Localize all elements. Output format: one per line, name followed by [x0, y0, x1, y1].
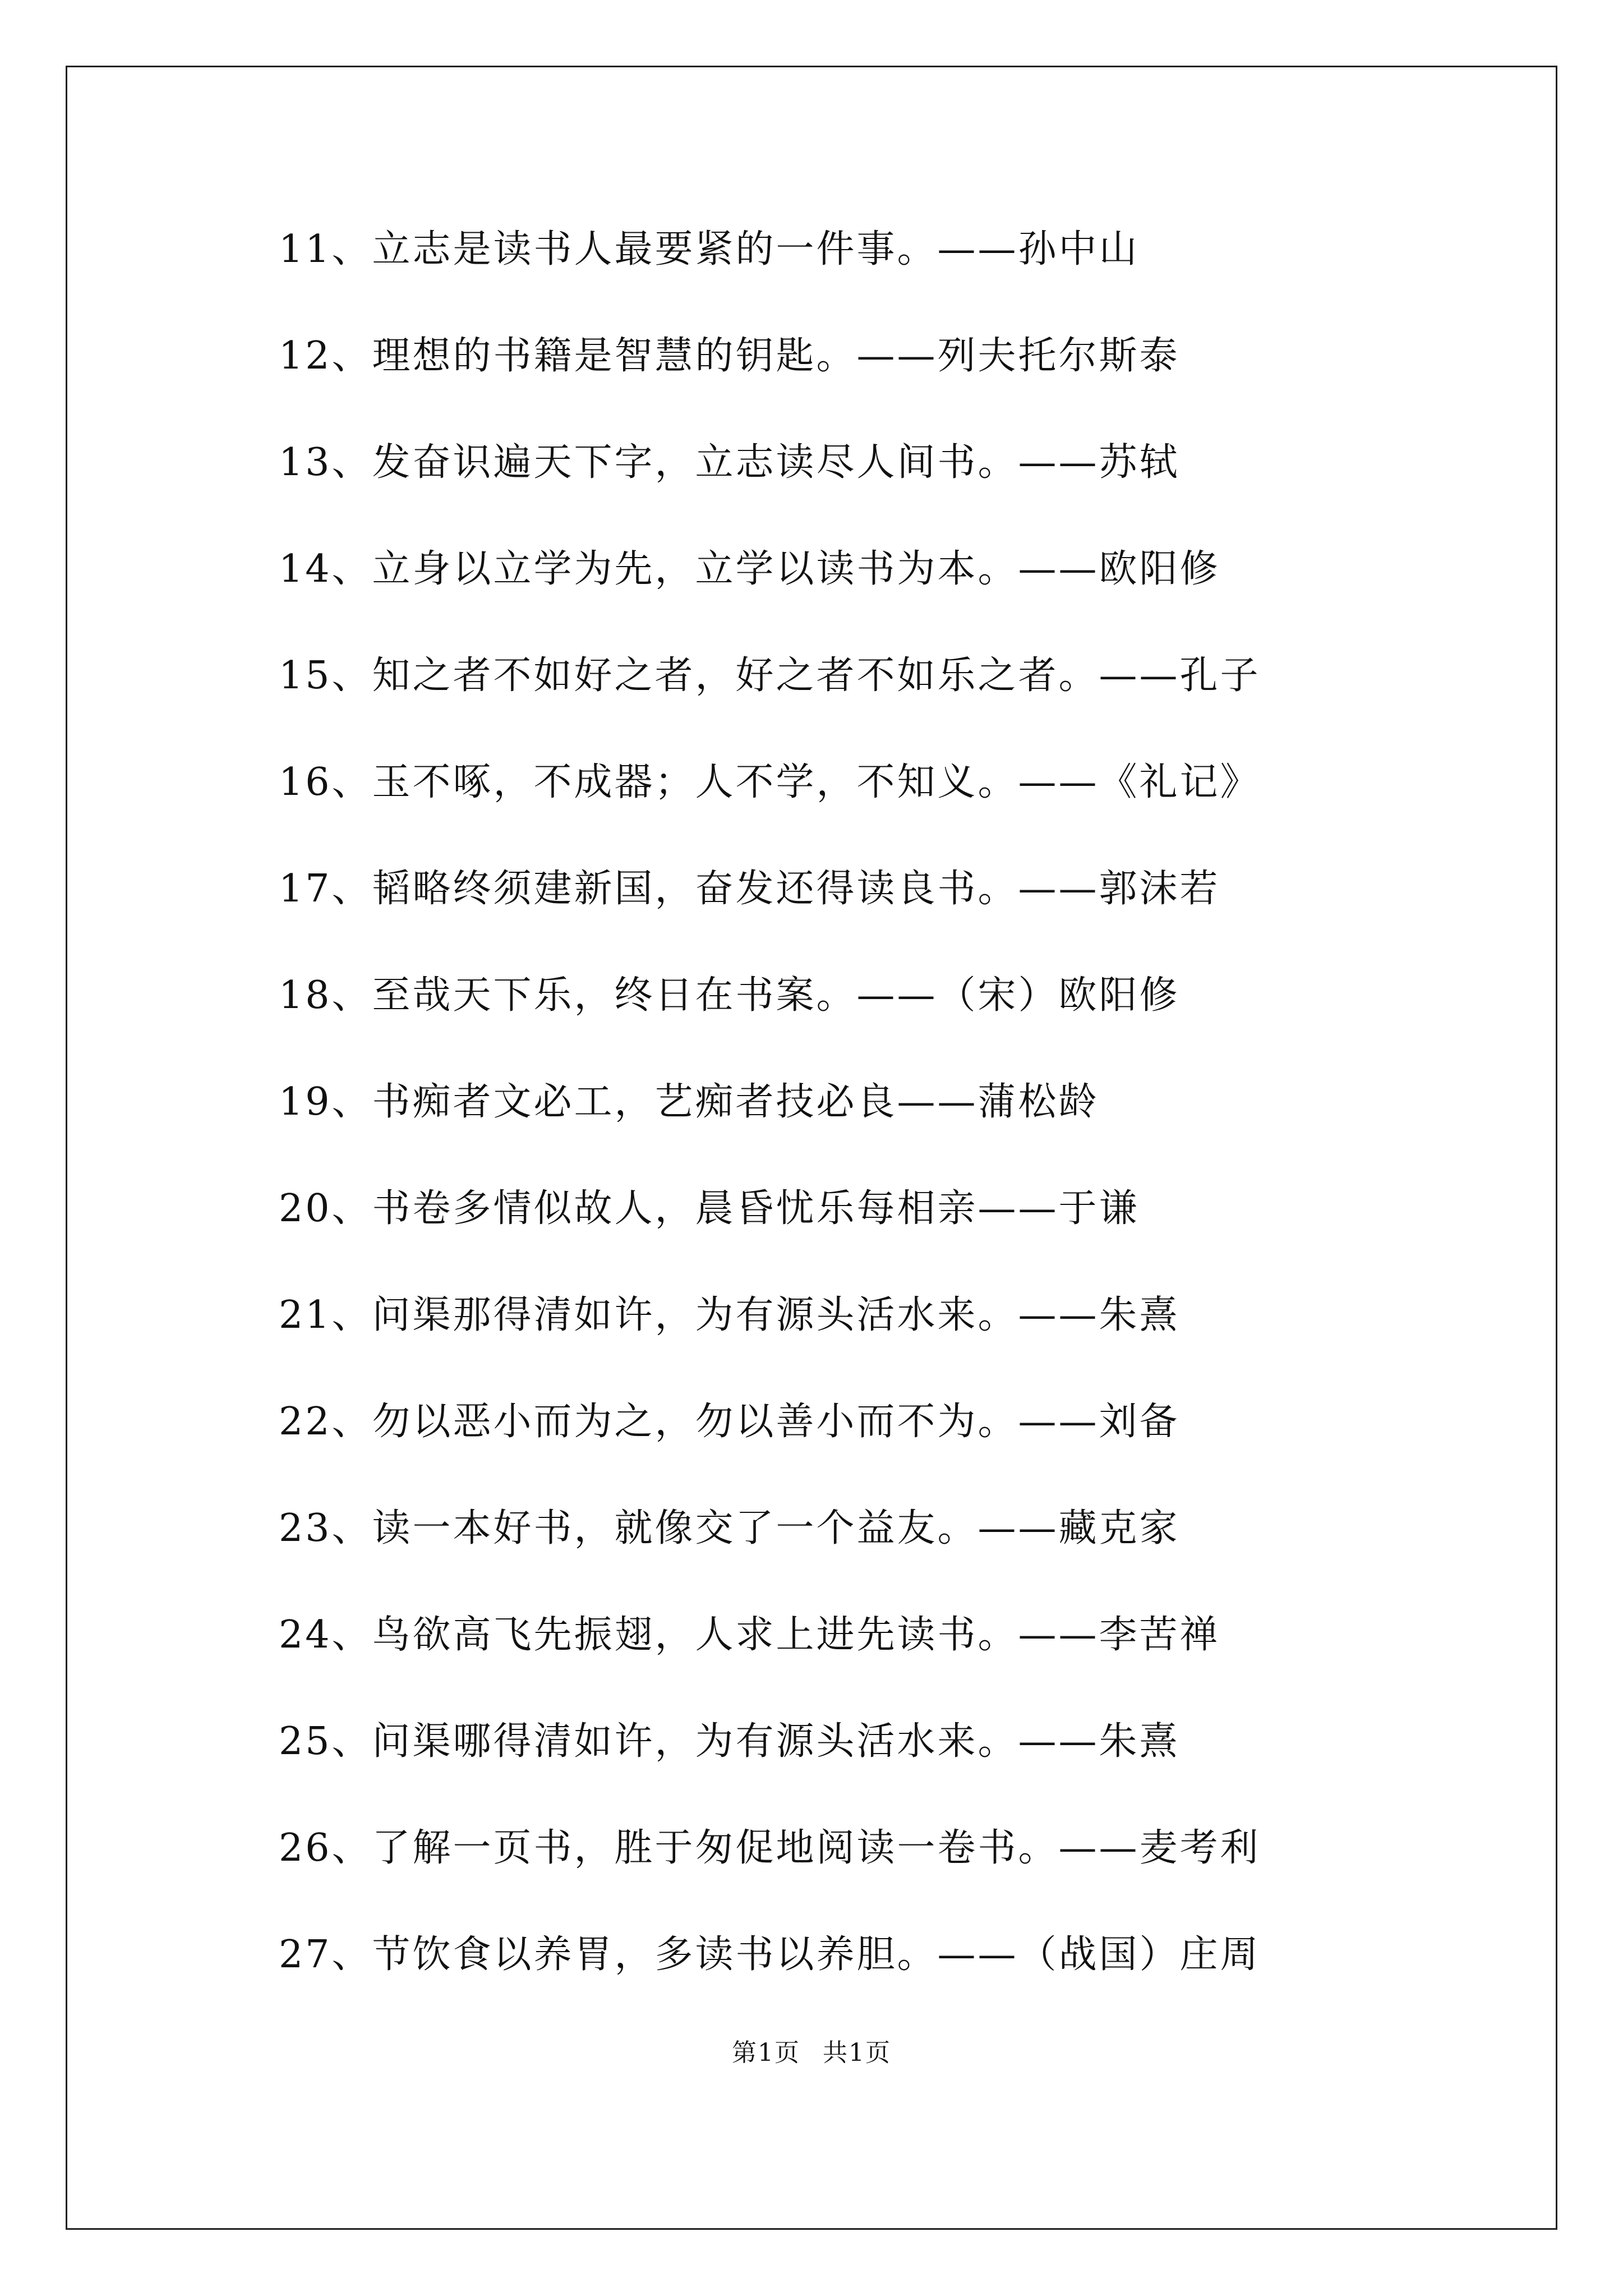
quote-line: 21、问渠那得清如许，为有源头活水来。——朱熹: [279, 1293, 1180, 1337]
page-number-current: 第1页: [732, 2039, 800, 2067]
quote-line: 26、了解一页书，胜于匆促地阅读一卷书。——麦考利: [279, 1826, 1261, 1870]
quote-line: 20、书卷多情似故人，晨昏忧乐每相亲——于谦: [279, 1186, 1140, 1231]
quote-line: 18、至哉天下乐，终日在书案。——（宋）欧阳修: [279, 973, 1180, 1018]
quote-line: 11、立志是读书人最要紧的一件事。——孙中山: [279, 227, 1140, 272]
quote-line: 13、发奋识遍天下字，立志读尽人间书。——苏轼: [279, 440, 1180, 485]
page-number-total: 共1页: [823, 2039, 891, 2067]
quote-line: 14、立身以立学为先，立学以读书为本。——欧阳修: [279, 547, 1220, 591]
quote-line: 12、理想的书籍是智慧的钥匙。——列夫托尔斯泰: [279, 334, 1180, 378]
quote-line: 24、鸟欲高飞先振翅，人求上进先读书。——李苦禅: [279, 1613, 1220, 1657]
quote-line: 19、书痴者文必工，艺痴者技必良——蒲松龄: [279, 1080, 1099, 1124]
quote-list: [279, 219, 1261, 2031]
quote-line: 22、勿以恶小而为之，勿以善小而不为。——刘备: [279, 1400, 1180, 1444]
quote-line: 15、知之者不如好之者，好之者不如乐之者。——孔子: [279, 654, 1261, 698]
quote-line: 23、读一本好书，就像交了一个益友。——藏克家: [279, 1506, 1180, 1550]
quote-line: 27、节饮食以养胃，多读书以养胆。——（战国）庄周: [279, 1932, 1261, 1977]
quote-line: 16、玉不啄，不成器；人不学，不知义。——《礼记》: [279, 760, 1261, 804]
page-footer: [0, 2036, 1623, 2070]
quote-line: 25、问渠哪得清如许，为有源头活水来。——朱熹: [279, 1719, 1180, 1764]
quote-line: 17、韬略终须建新国，奋发还得读良书。——郭沫若: [279, 867, 1220, 911]
